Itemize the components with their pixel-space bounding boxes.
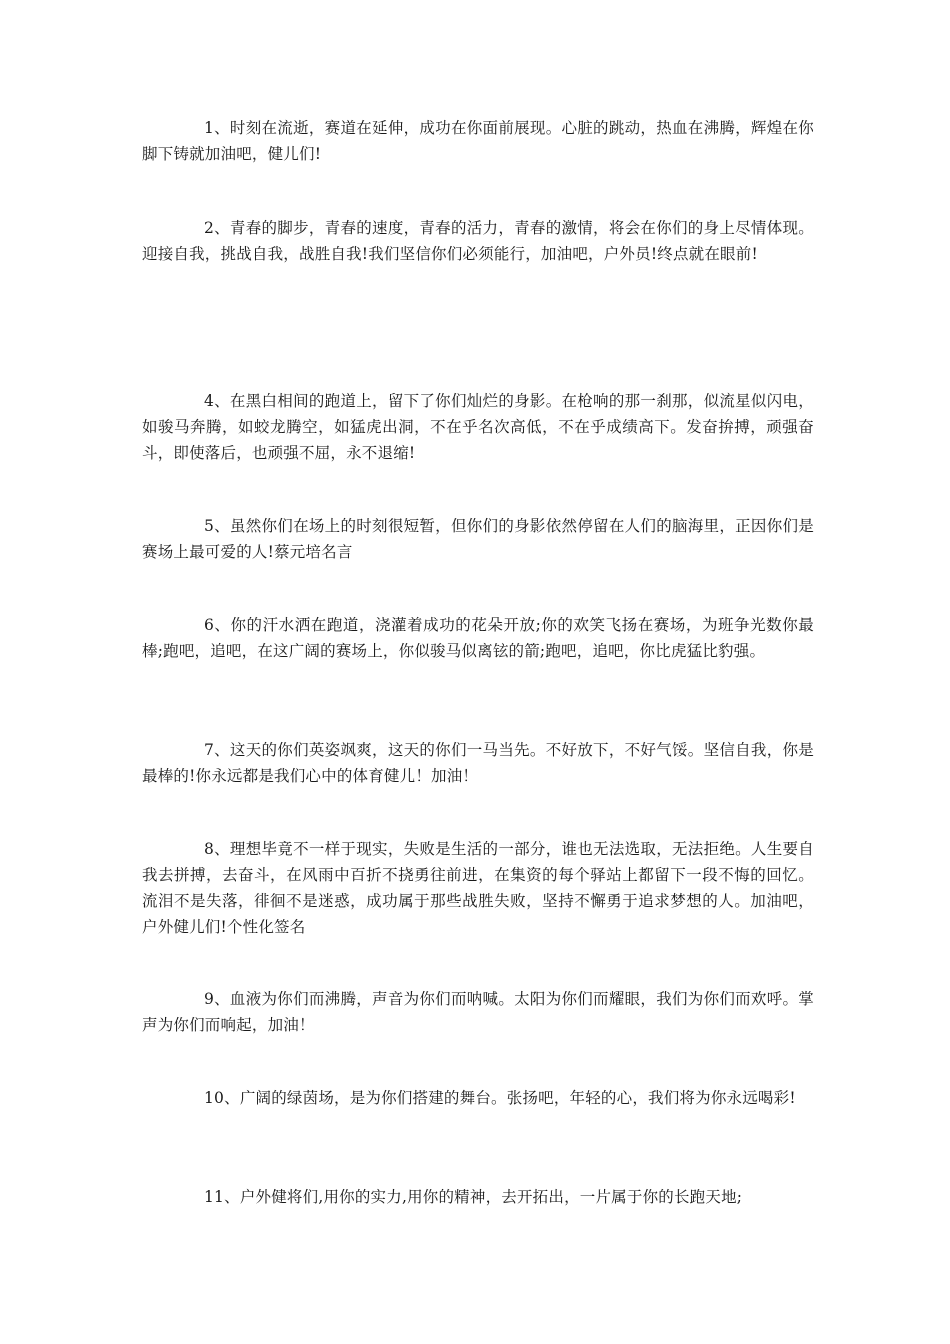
paragraph-2: 2、青春的脚步，青春的速度，青春的活力，青春的激情，将会在你们的身上尽情体现。迎接自我，挑战自我，战胜自我!我们坚信你们必须能行，加油吧，户外员!终点就在眼前!: [142, 219, 814, 263]
paragraph-9: 9、血液为你们而沸腾，声音为你们而呐喊。太阳为你们而耀眼，我们为你们而欢呼。掌声为你们而响起，加油！: [142, 990, 814, 1034]
paragraph-5: 5、虽然你们在场上的时刻很短暂，但你们的身影依然停留在人们的脑海里，正因你们是赛场上最可爱的人!蔡元培名言: [142, 517, 814, 561]
paragraph-7: 7、这天的你们英姿飒爽，这天的你们一马当先。不好放下，不好气馁。坚信自我，你是最棒的!你永远都是我们心中的体育健儿！加油！: [142, 741, 814, 785]
paragraph-8: 8、理想毕竟不一样于现实，失败是生活的一部分，谁也无法选取，无法拒绝。人生要自我去拼搏，去奋斗，在风雨中百折不挠勇往前进，在集资的每个驿站上都留下一段不悔的回忆。流泪不是失落，徘徊不是迷惑，成功属于那些战胜失败，坚持不懈勇于追求梦想的人。加油吧，户外健儿们!个性化签名: [142, 840, 814, 936]
paragraph-11: 11、户外健将们,用你的实力,用你的精神，去开拓出，一片属于你的长跑天地;: [204, 1188, 743, 1206]
paragraph-6: 6、你的汗水洒在跑道，浇灌着成功的花朵开放;你的欢笑飞扬在赛场，为班争光数你最棒;跑吧，追吧，在这广阔的赛场上，你似骏马似离铉的箭;跑吧，追吧，你比虎猛比豹强。: [142, 616, 814, 660]
paragraph-4: 4、在黑白相间的跑道上，留下了你们灿烂的身影。在枪响的那一刹那，似流星似闪电，如骏马奔腾，如蛟龙腾空，如猛虎出洞，不在乎名次高低，不在乎成绩高下。发奋拚搏，顽强奋斗，即使落后，也顽强不屈，永不退缩!: [142, 392, 814, 462]
paragraph-1: 1、时刻在流逝，赛道在延伸，成功在你面前展现。心脏的跳动，热血在沸腾，辉煌在你脚下铸就加油吧，健儿们!: [142, 119, 814, 163]
paragraph-10: 10、广阔的绿茵场，是为你们搭建的舞台。张扬吧，年轻的心，我们将为你永远喝彩!: [204, 1089, 796, 1107]
